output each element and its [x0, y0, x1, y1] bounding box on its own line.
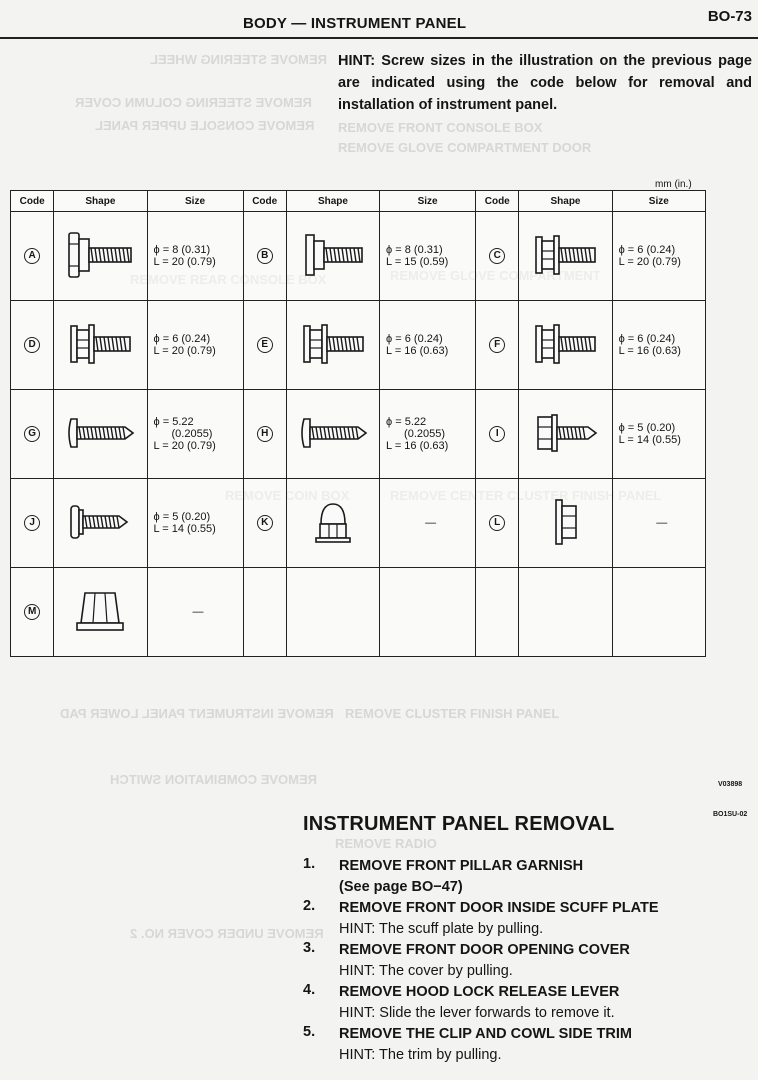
diameter-value: ϕ = 6 (0.24) — [618, 244, 676, 256]
figure-code: BO1SU-02 — [713, 811, 748, 818]
code-cell — [11, 568, 54, 657]
length-value: L = 16 (0.63) — [386, 345, 449, 357]
shape-cell — [54, 390, 147, 479]
size-cell — [380, 390, 476, 479]
flange-bolt-washer-icon — [63, 274, 137, 286]
step-item — [303, 940, 743, 982]
unit-note: mm (in.) — [655, 179, 692, 190]
length-value: L = 20 (0.79) — [618, 256, 681, 268]
step-title: REMOVE FRONT DOOR INSIDE SCUFF PLATE — [339, 900, 659, 916]
screw-size-table — [10, 190, 706, 657]
code-cell — [476, 479, 519, 568]
step-number: 3. — [303, 940, 316, 956]
code-cell — [476, 212, 519, 301]
code-label: A — [24, 248, 40, 264]
diameter-value: ϕ = 5 (0.20) — [153, 511, 211, 523]
hex-bolt-washer-icon — [296, 363, 370, 375]
code-cell — [476, 568, 519, 657]
size-cell — [147, 301, 243, 390]
diameter-value: ϕ = 8 (0.31) — [386, 244, 443, 256]
flange-nut-icon — [528, 541, 602, 553]
step-title: REMOVE THE CLIP AND COWL SIDE TRIM — [339, 1026, 632, 1042]
step-number: 4. — [303, 982, 316, 998]
col-header: Size — [380, 191, 476, 212]
size-cell — [147, 479, 243, 568]
hint-paragraph: HINT: Screw sizes in the illustration on the previous page are indicated using the code below for removal and installation of instrument panel. — [338, 53, 752, 113]
step-item — [303, 898, 743, 940]
step-title: REMOVE FRONT DOOR OPENING COVER — [339, 942, 630, 958]
code-label: G — [24, 426, 40, 442]
table-header-row — [11, 191, 706, 212]
code-cell — [11, 479, 54, 568]
code-label: E — [257, 337, 273, 353]
hex-bolt-washer-icon — [528, 274, 602, 286]
code-label: H — [257, 426, 273, 442]
step-item — [303, 1024, 743, 1066]
shape-cell — [519, 568, 612, 657]
table-row — [11, 301, 706, 390]
shape-cell — [286, 479, 379, 568]
diameter-value: — — [192, 606, 204, 618]
size-cell — [147, 568, 243, 657]
code-cell — [476, 301, 519, 390]
step-reference: (See page BO−47) — [339, 879, 463, 895]
step-hint: HINT: The cover by pulling. — [339, 963, 513, 979]
flange-bolt-icon — [296, 274, 370, 286]
step-number: 5. — [303, 1024, 316, 1040]
length-value: L = 14 (0.55) — [153, 523, 216, 535]
size-cell — [612, 301, 705, 390]
step-hint: HINT: The trim by pulling. — [339, 1047, 502, 1063]
step-number: 2. — [303, 898, 316, 914]
shape-cell — [519, 390, 612, 479]
code-cell — [11, 390, 54, 479]
diameter-value: ϕ = 5.22 — [386, 416, 427, 428]
length-value: L = 20 (0.79) — [153, 440, 216, 452]
shape-cell — [54, 568, 147, 657]
shape-cell — [286, 390, 379, 479]
code-cell — [243, 301, 286, 390]
tapping-screw-washer-icon — [63, 541, 137, 553]
diameter-value: ϕ = 8 (0.31) — [153, 244, 211, 256]
hex-bolt-washer-icon — [63, 363, 137, 375]
shape-cell — [54, 479, 147, 568]
diameter-value: ϕ = 6 (0.24) — [618, 333, 676, 345]
code-cell — [11, 301, 54, 390]
col-header: Code — [243, 191, 286, 212]
length-value: L = 20 (0.79) — [153, 256, 216, 268]
tapping-screw-icon — [63, 452, 137, 464]
shape-cell — [519, 301, 612, 390]
code-label: K — [257, 515, 273, 531]
code-cell — [243, 479, 286, 568]
diameter-value: (0.2055) — [404, 428, 446, 440]
code-label: D — [24, 337, 40, 353]
header-section: BODY — [243, 15, 287, 32]
table-row — [11, 479, 706, 568]
size-cell — [612, 390, 705, 479]
size-cell — [380, 568, 476, 657]
length-value: L = 20 (0.79) — [153, 345, 216, 357]
step-title: REMOVE HOOD LOCK RELEASE LEVER — [339, 984, 620, 1000]
diameter-value: ϕ = 5 (0.20) — [618, 422, 676, 434]
col-header: Code — [11, 191, 54, 212]
hex-nut-flange-icon — [63, 630, 137, 642]
code-label: L — [489, 515, 505, 531]
col-header: Size — [612, 191, 705, 212]
hex-tapping-screw-icon — [528, 452, 602, 464]
step-number: 1. — [303, 856, 316, 872]
table-row — [11, 212, 706, 301]
page-header — [0, 0, 758, 38]
diameter-value: — — [656, 517, 668, 529]
code-label: C — [489, 248, 505, 264]
shape-cell — [54, 301, 147, 390]
tapping-screw-icon — [296, 452, 370, 464]
col-header: Code — [476, 191, 519, 212]
shape-cell — [54, 212, 147, 301]
shape-cell — [286, 301, 379, 390]
diameter-value: ϕ = 6 (0.24) — [153, 333, 211, 345]
hex-bolt-washer-icon — [528, 363, 602, 375]
cap-nut-icon — [296, 541, 370, 553]
code-label: F — [489, 337, 505, 353]
diameter-value: — — [425, 517, 437, 529]
code-cell — [476, 390, 519, 479]
header-rule — [0, 37, 758, 39]
col-header: Shape — [286, 191, 379, 212]
step-item — [303, 856, 743, 898]
shape-cell — [519, 212, 612, 301]
size-cell — [612, 568, 705, 657]
code-cell — [243, 212, 286, 301]
size-cell — [380, 212, 476, 301]
length-value: L = 14 (0.55) — [618, 434, 681, 446]
length-value: L = 15 (0.59) — [386, 256, 449, 268]
step-hint: HINT: Slide the lever forwards to remove it. — [339, 1005, 615, 1021]
figure-code: V03898 — [718, 781, 743, 788]
step-hint: HINT: The scuff plate by pulling. — [339, 921, 544, 937]
removal-steps — [303, 856, 743, 1066]
code-cell — [243, 390, 286, 479]
code-label: J — [24, 515, 40, 531]
table-row — [11, 568, 706, 657]
diameter-value: ϕ = 6 (0.24) — [386, 333, 443, 345]
shape-cell — [519, 479, 612, 568]
page-number: BO-73 — [707, 8, 752, 25]
shape-cell — [286, 568, 379, 657]
step-title: REMOVE FRONT PILLAR GARNISH — [339, 858, 584, 874]
header-title: BODY — INSTRUMENT PANEL — [243, 15, 467, 32]
table-row — [11, 390, 706, 479]
size-cell — [612, 212, 705, 301]
length-value: L = 16 (0.63) — [618, 345, 681, 357]
size-cell — [147, 212, 243, 301]
size-cell — [612, 479, 705, 568]
diameter-value: (0.2055) — [171, 428, 213, 440]
col-header: Shape — [54, 191, 147, 212]
code-label: M — [24, 604, 40, 620]
header-subsection: INSTRUMENT PANEL — [310, 15, 467, 32]
length-value: L = 16 (0.63) — [386, 440, 449, 452]
diameter-value: ϕ = 5.22 — [153, 416, 194, 428]
col-header: Size — [147, 191, 243, 212]
size-cell — [147, 390, 243, 479]
section-title: INSTRUMENT PANEL REMOVAL — [303, 813, 615, 835]
code-label: I — [489, 426, 505, 442]
code-cell — [243, 568, 286, 657]
step-item — [303, 982, 743, 1024]
shape-cell — [286, 212, 379, 301]
code-cell — [11, 212, 54, 301]
size-cell — [380, 479, 476, 568]
code-label: B — [257, 248, 273, 264]
col-header: Shape — [519, 191, 612, 212]
size-cell — [380, 301, 476, 390]
